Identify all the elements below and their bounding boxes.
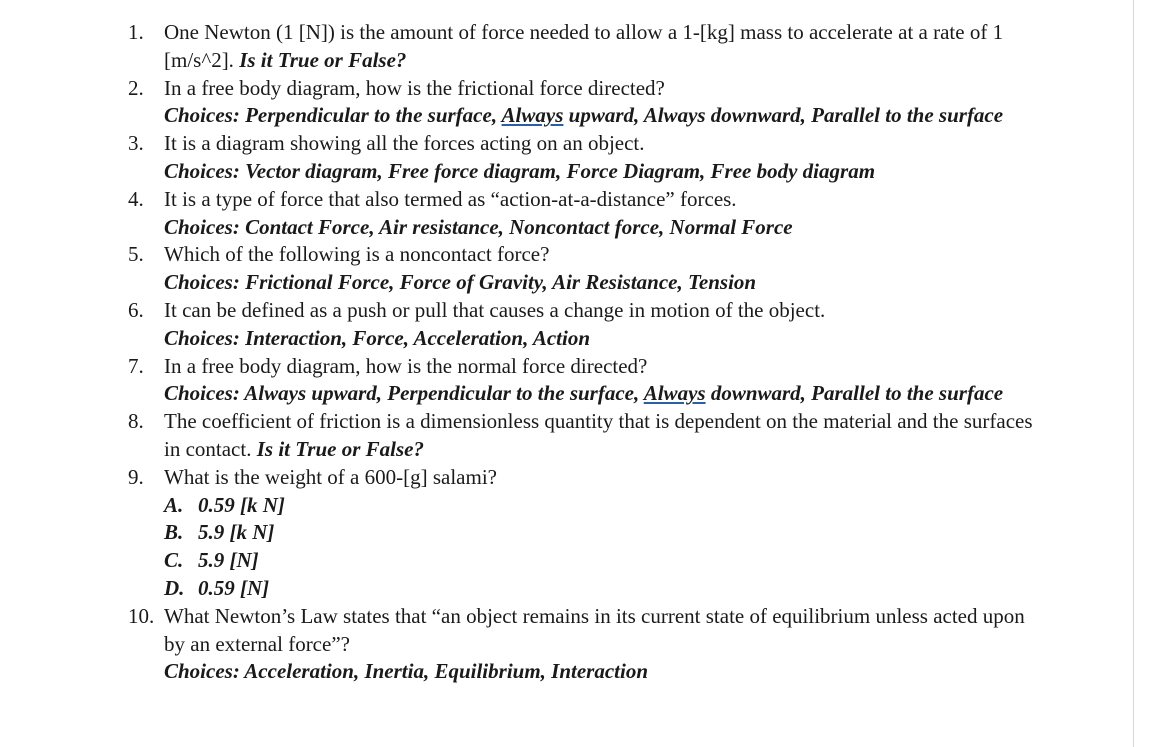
question-number: 8.	[128, 409, 144, 434]
question-text: In a free body diagram, how is the frictional force directed?	[164, 75, 665, 100]
question-suffix: Is it True or False?	[239, 47, 407, 72]
question-number: 10.	[128, 603, 155, 628]
question-choices	[164, 102, 1048, 130]
question-number: 2.	[128, 75, 144, 100]
question-10	[128, 603, 1048, 686]
question-4	[128, 186, 1048, 242]
option-text: 0.59 [k N]	[198, 492, 285, 517]
question-1	[128, 19, 1048, 75]
question-6	[128, 297, 1048, 353]
question-text: In a free body diagram, how is the normal force directed?	[164, 353, 648, 378]
option-text: 5.9 [N]	[198, 548, 259, 573]
question-number: 6.	[128, 297, 144, 322]
question-5	[128, 241, 1048, 297]
option-text: 0.59 [N]	[198, 575, 270, 600]
question-text: The coefficient of friction is a dimensionless quantity that is dependent on the material and the surfaces in contact.	[164, 409, 1033, 461]
question-number: 9.	[128, 464, 144, 489]
question-number: 5.	[128, 242, 144, 267]
choices-part: Choices: Always upward, Perpendicular to the surface,	[164, 381, 644, 406]
question-choices: Choices: Interaction, Force, Acceleration, Action	[164, 325, 591, 350]
choices-underlined: Always	[643, 381, 706, 406]
question-text: What is the weight of a 600-[g] salami?	[164, 464, 497, 489]
choices-underlined: Always	[501, 103, 564, 128]
question-number: 1.	[128, 20, 144, 44]
option-d	[164, 575, 1048, 603]
question-text: One Newton (1 [N]) is the amount of force needed to allow a 1-[kg] mass to accelerate at a rate of 1 [m/s^2].	[164, 20, 1004, 72]
choices-part: Choices: Perpendicular to the surface,	[164, 103, 502, 128]
question-choices: Choices: Vector diagram, Free force diagram, Force Diagram, Free body diagram	[164, 158, 876, 183]
question-number: 3.	[128, 131, 144, 156]
question-8	[128, 408, 1048, 464]
option-b	[164, 519, 1048, 547]
option-text: 5.9 [k N]	[198, 520, 275, 545]
question-3	[128, 130, 1048, 186]
question-choices: Choices: Acceleration, Inertia, Equilibrium, Interaction	[164, 659, 649, 684]
question-suffix: Is it True or False?	[256, 436, 424, 461]
choices-part: downward, Parallel to the surface	[705, 381, 1004, 406]
question-9	[128, 464, 1048, 603]
question-number: 4.	[128, 186, 144, 211]
option-c	[164, 547, 1048, 575]
question-2	[128, 75, 1048, 131]
option-letter: D.	[164, 575, 185, 600]
question-text: What Newton’s Law states that “an object remains in its current state of equilibrium unless acted upon by an external force”?	[164, 603, 1025, 656]
question-choices: Choices: Contact Force, Air resistance, Noncontact force, Normal Force	[164, 214, 793, 239]
question-choices: Choices: Frictional Force, Force of Gravity, Air Resistance, Tension	[164, 270, 757, 295]
option-letter: C.	[164, 548, 184, 573]
option-letter: B.	[164, 520, 184, 545]
question-choices	[164, 380, 1048, 408]
question-7	[128, 353, 1048, 409]
option-a	[164, 492, 1048, 520]
option-letter: A.	[164, 492, 184, 517]
question-text: It can be defined as a push or pull that causes a change in motion of the object.	[164, 297, 826, 322]
window-margin	[1134, 0, 1152, 747]
question-text: It is a diagram showing all the forces acting on an object.	[164, 131, 645, 156]
question-text: It is a type of force that also termed as “action-at-a-distance” forces.	[164, 186, 737, 211]
choices-part: upward, Always downward, Parallel to the surface	[563, 103, 1004, 128]
question-number: 7.	[128, 353, 144, 378]
question-text: Which of the following is a noncontact force?	[164, 242, 550, 267]
question-list	[128, 19, 1048, 686]
